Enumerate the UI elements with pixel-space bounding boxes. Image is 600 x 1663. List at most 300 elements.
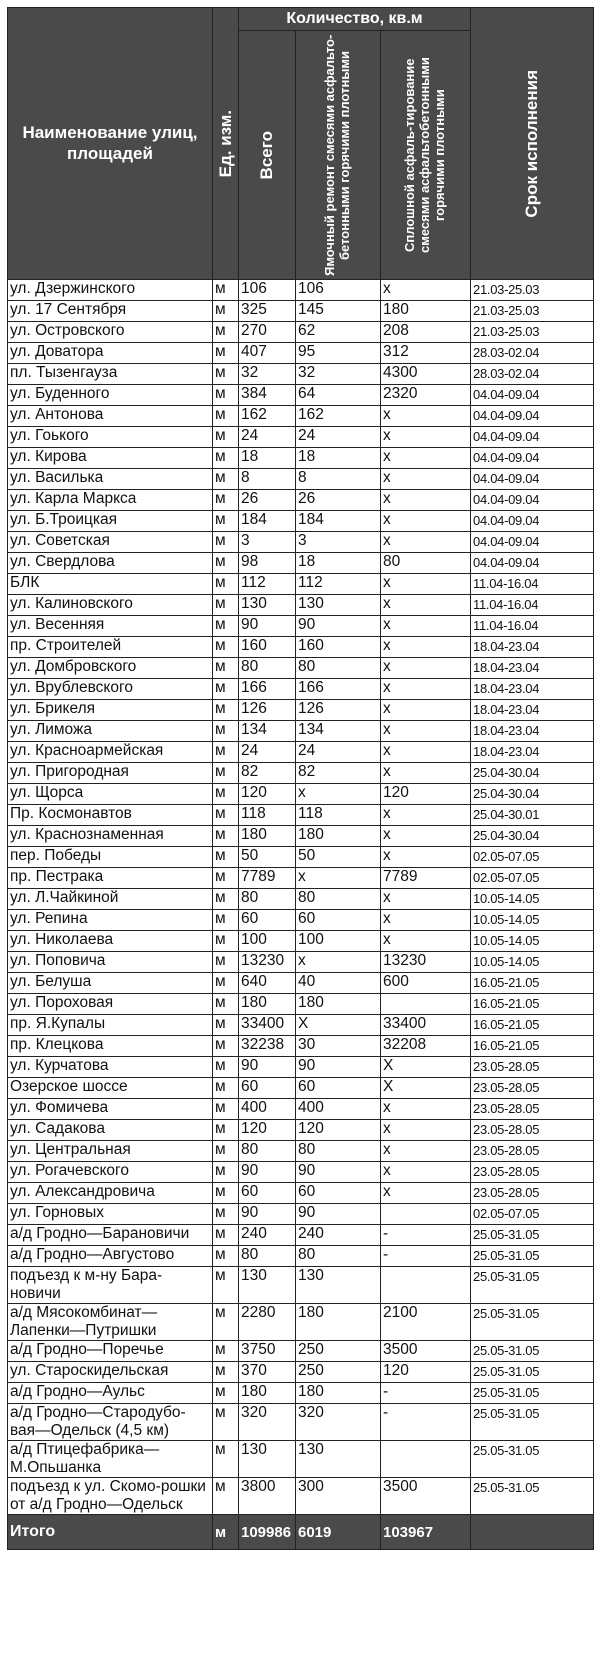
row-name: ул. 17 Сентября: [8, 301, 213, 322]
row-total: 98: [239, 553, 296, 574]
row-solid: x: [381, 679, 471, 700]
table-row: [8, 1404, 594, 1441]
row-term: 04.04-09.04: [471, 469, 594, 490]
row-name: ул. Л.Чайкиной: [8, 889, 213, 910]
row-name: ул. Горновых: [8, 1204, 213, 1225]
row-unit: м: [213, 1015, 239, 1036]
row-solid: 3500: [381, 1341, 471, 1362]
row-name: ул. Центральная: [8, 1141, 213, 1162]
row-total: 160: [239, 637, 296, 658]
row-unit: м: [213, 595, 239, 616]
row-solid: -: [381, 1383, 471, 1404]
table-row: [8, 973, 594, 994]
table-row: [8, 364, 594, 385]
row-term: 18.04-23.04: [471, 637, 594, 658]
row-name: ул. Красноармейская: [8, 742, 213, 763]
row-term: 25.05-31.05: [471, 1246, 594, 1267]
row-total: 24: [239, 427, 296, 448]
table-row: [8, 595, 594, 616]
row-name: ул. Александровича: [8, 1183, 213, 1204]
table-row: [8, 700, 594, 721]
table-row: [8, 574, 594, 595]
row-term: 25.05-31.05: [471, 1267, 594, 1304]
row-name: ул. Николаева: [8, 931, 213, 952]
row-term: 18.04-23.04: [471, 658, 594, 679]
row-name: ул. Весенняя: [8, 616, 213, 637]
row-term: 25.05-31.05: [471, 1304, 594, 1341]
total-row-solid: 103967: [381, 1515, 471, 1550]
deadline-header-label: Срок исполнения: [522, 69, 542, 218]
row-solid: 120: [381, 1362, 471, 1383]
row-unit: м: [213, 343, 239, 364]
row-term: 23.05-28.05: [471, 1057, 594, 1078]
row-term: 04.04-09.04: [471, 448, 594, 469]
table-row: [8, 952, 594, 973]
row-pothole: 80: [296, 1246, 381, 1267]
row-term: 25.05-31.05: [471, 1341, 594, 1362]
row-solid: -: [381, 1246, 471, 1267]
row-name: пр. Я.Купалы: [8, 1015, 213, 1036]
row-name: ул. Карла Маркса: [8, 490, 213, 511]
row-pothole: x: [296, 868, 381, 889]
row-solid: [381, 994, 471, 1015]
row-total: 130: [239, 595, 296, 616]
row-name: ул. Свердлова: [8, 553, 213, 574]
row-unit: м: [213, 658, 239, 679]
table-row: [8, 637, 594, 658]
row-pothole: 62: [296, 322, 381, 343]
row-term: 04.04-09.04: [471, 385, 594, 406]
row-unit: м: [213, 1036, 239, 1057]
row-name: пр. Клецкова: [8, 1036, 213, 1057]
row-pothole: 40: [296, 973, 381, 994]
row-unit: м: [213, 1141, 239, 1162]
row-name: ул. Садакова: [8, 1120, 213, 1141]
row-term: 11.04-16.04: [471, 616, 594, 637]
row-term: 28.03-02.04: [471, 364, 594, 385]
row-term: 23.05-28.05: [471, 1078, 594, 1099]
table-row: [8, 847, 594, 868]
row-term: 21.03-25.03: [471, 322, 594, 343]
total-header: [239, 31, 296, 280]
row-term: 25.05-31.05: [471, 1383, 594, 1404]
row-pothole: 18: [296, 448, 381, 469]
total-row-total: 109986: [239, 1515, 296, 1550]
row-name: ул. Пригородная: [8, 763, 213, 784]
row-total: 90: [239, 616, 296, 637]
row-total: 32238: [239, 1036, 296, 1057]
row-term: 25.05-31.05: [471, 1225, 594, 1246]
row-solid: [381, 1204, 471, 1225]
row-name: а/д Гродно—Поречье: [8, 1341, 213, 1362]
row-unit: м: [213, 1383, 239, 1404]
row-unit: м: [213, 1341, 239, 1362]
row-term: 10.05-14.05: [471, 910, 594, 931]
row-unit: м: [213, 1120, 239, 1141]
row-unit: м: [213, 1404, 239, 1441]
row-total: 180: [239, 826, 296, 847]
row-pothole: 90: [296, 616, 381, 637]
row-term: 11.04-16.04: [471, 574, 594, 595]
table-row: [8, 343, 594, 364]
solid-asphalt-header-label: Сплошной асфаль-тирование смесями асфальтобетонными горячими плотными: [402, 57, 447, 253]
table-row: [8, 1162, 594, 1183]
pothole-repair-header-label: Ямочный ремонт смесями асфальто-бетонными горячими плотными: [322, 34, 352, 276]
row-solid: x: [381, 637, 471, 658]
row-total: 80: [239, 889, 296, 910]
row-term: 16.05-21.05: [471, 994, 594, 1015]
row-term: 04.04-09.04: [471, 490, 594, 511]
row-pothole: 400: [296, 1099, 381, 1120]
row-name: ул. Б.Троицкая: [8, 511, 213, 532]
table-row: [8, 763, 594, 784]
street-name-header: Наименование улиц, площадей: [8, 8, 213, 280]
row-solid: x: [381, 910, 471, 931]
table-row: [8, 427, 594, 448]
row-name: ул. Врублевского: [8, 679, 213, 700]
table-row: [8, 1246, 594, 1267]
row-total: 384: [239, 385, 296, 406]
row-term: 23.05-28.05: [471, 1183, 594, 1204]
row-name: ул. Лиможа: [8, 721, 213, 742]
row-term: 04.04-09.04: [471, 553, 594, 574]
row-name: ул. Рогачевского: [8, 1162, 213, 1183]
row-total: 33400: [239, 1015, 296, 1036]
row-total: 90: [239, 1162, 296, 1183]
road-repair-table: [7, 7, 594, 1550]
total-row-pothole: 6019: [296, 1515, 381, 1550]
row-term: 10.05-14.05: [471, 952, 594, 973]
row-term: 25.05-31.05: [471, 1362, 594, 1383]
row-total: 82: [239, 763, 296, 784]
row-solid: 180: [381, 301, 471, 322]
table-row: [8, 1341, 594, 1362]
row-term: 25.04-30.01: [471, 805, 594, 826]
table-row: [8, 1036, 594, 1057]
row-total: 90: [239, 1057, 296, 1078]
table-row: [8, 511, 594, 532]
row-unit: м: [213, 721, 239, 742]
row-total: 370: [239, 1362, 296, 1383]
row-unit: м: [213, 448, 239, 469]
row-unit: м: [213, 1441, 239, 1478]
row-solid: x: [381, 448, 471, 469]
table-row: [8, 448, 594, 469]
table-row: [8, 532, 594, 553]
total-row-unit: м: [213, 1515, 239, 1550]
row-term: 23.05-28.05: [471, 1099, 594, 1120]
row-pothole: 106: [296, 280, 381, 301]
row-pothole: x: [296, 784, 381, 805]
row-pothole: 24: [296, 427, 381, 448]
row-name: БЛК: [8, 574, 213, 595]
row-unit: м: [213, 511, 239, 532]
row-name: Озерское шоссе: [8, 1078, 213, 1099]
table-row: [8, 1441, 594, 1478]
row-term: 25.04-30.04: [471, 826, 594, 847]
row-unit: м: [213, 889, 239, 910]
table-row: [8, 1362, 594, 1383]
row-solid: x: [381, 889, 471, 910]
row-unit: м: [213, 700, 239, 721]
row-solid: x: [381, 469, 471, 490]
row-term: 18.04-23.04: [471, 742, 594, 763]
row-pothole: 180: [296, 1383, 381, 1404]
row-total: 13230: [239, 952, 296, 973]
row-total: 32: [239, 364, 296, 385]
row-pothole: 90: [296, 1204, 381, 1225]
row-pothole: 95: [296, 343, 381, 364]
row-pothole: 60: [296, 1078, 381, 1099]
row-solid: x: [381, 1120, 471, 1141]
row-unit: м: [213, 1204, 239, 1225]
row-pothole: 250: [296, 1341, 381, 1362]
row-unit: м: [213, 553, 239, 574]
table-row: [8, 1204, 594, 1225]
table-row: [8, 1120, 594, 1141]
row-pothole: 82: [296, 763, 381, 784]
row-name: ул. Буденного: [8, 385, 213, 406]
row-total: 80: [239, 1141, 296, 1162]
table-row: [8, 1078, 594, 1099]
row-solid: x: [381, 406, 471, 427]
table-row: [8, 784, 594, 805]
row-solid: -: [381, 1225, 471, 1246]
row-solid: 33400: [381, 1015, 471, 1036]
row-term: 21.03-25.03: [471, 301, 594, 322]
row-term: 16.05-21.05: [471, 1015, 594, 1036]
row-name: а/д Гродно—Августово: [8, 1246, 213, 1267]
row-total: 134: [239, 721, 296, 742]
unit-header: [213, 8, 239, 280]
row-term: 02.05-07.05: [471, 868, 594, 889]
row-solid: x: [381, 658, 471, 679]
row-pothole: 184: [296, 511, 381, 532]
row-name: пр. Пестрака: [8, 868, 213, 889]
table-row: [8, 553, 594, 574]
row-solid: x: [381, 721, 471, 742]
row-total: 118: [239, 805, 296, 826]
table-row: [8, 1267, 594, 1304]
row-solid: x: [381, 1183, 471, 1204]
row-total: 2280: [239, 1304, 296, 1341]
row-name: Пр. Космонавтов: [8, 805, 213, 826]
row-unit: м: [213, 364, 239, 385]
row-solid: 312: [381, 343, 471, 364]
row-name: пр. Строителей: [8, 637, 213, 658]
row-pothole: 64: [296, 385, 381, 406]
row-solid: X: [381, 1078, 471, 1099]
row-solid: 120: [381, 784, 471, 805]
row-term: 04.04-09.04: [471, 406, 594, 427]
row-pothole: 80: [296, 1141, 381, 1162]
row-unit: м: [213, 1246, 239, 1267]
row-unit: м: [213, 1225, 239, 1246]
table-row: [8, 742, 594, 763]
row-total: 112: [239, 574, 296, 595]
row-term: 28.03-02.04: [471, 343, 594, 364]
table-row: [8, 679, 594, 700]
row-solid: [381, 1441, 471, 1478]
row-solid: 80: [381, 553, 471, 574]
row-name: ул. Василька: [8, 469, 213, 490]
table-row: [8, 1304, 594, 1341]
row-unit: м: [213, 637, 239, 658]
row-solid: x: [381, 847, 471, 868]
row-pothole: 130: [296, 595, 381, 616]
row-term: 25.04-30.04: [471, 784, 594, 805]
row-pothole: 24: [296, 742, 381, 763]
table-row: [8, 406, 594, 427]
table-row: [8, 1057, 594, 1078]
table-row: [8, 994, 594, 1015]
row-solid: x: [381, 490, 471, 511]
row-pothole: 80: [296, 889, 381, 910]
total-row-term: [471, 1515, 594, 1550]
row-name: а/д Гродно—Аульс: [8, 1383, 213, 1404]
row-unit: м: [213, 1478, 239, 1515]
row-name: ул. Белуша: [8, 973, 213, 994]
row-name: ул. Брикеля: [8, 700, 213, 721]
row-name: ул. Дзержинского: [8, 280, 213, 301]
table-row: [8, 469, 594, 490]
row-term: 21.03-25.03: [471, 280, 594, 301]
row-unit: м: [213, 1267, 239, 1304]
row-total: 106: [239, 280, 296, 301]
row-unit: м: [213, 973, 239, 994]
table-row: [8, 889, 594, 910]
row-name: ул. Курчатова: [8, 1057, 213, 1078]
row-solid: 2100: [381, 1304, 471, 1341]
row-unit: м: [213, 1099, 239, 1120]
row-term: 04.04-09.04: [471, 427, 594, 448]
row-unit: м: [213, 805, 239, 826]
row-solid: 4300: [381, 364, 471, 385]
row-solid: 208: [381, 322, 471, 343]
row-total: 7789: [239, 868, 296, 889]
row-pothole: 30: [296, 1036, 381, 1057]
row-unit: м: [213, 532, 239, 553]
row-pothole: 145: [296, 301, 381, 322]
row-solid: x: [381, 427, 471, 448]
row-solid: x: [381, 595, 471, 616]
table-row: [8, 280, 594, 301]
row-name: а/д Птицефабрика—М.Опьшанка: [8, 1441, 213, 1478]
row-name: ул. Краснознаменная: [8, 826, 213, 847]
table-row: [8, 301, 594, 322]
row-unit: м: [213, 931, 239, 952]
row-pothole: 100: [296, 931, 381, 952]
row-solid: x: [381, 826, 471, 847]
row-total: 60: [239, 910, 296, 931]
row-unit: м: [213, 406, 239, 427]
row-total: 120: [239, 1120, 296, 1141]
row-unit: м: [213, 322, 239, 343]
row-total: 325: [239, 301, 296, 322]
row-unit: м: [213, 616, 239, 637]
row-unit: м: [213, 1057, 239, 1078]
row-solid: x: [381, 616, 471, 637]
total-row: [8, 1515, 594, 1550]
row-solid: 2320: [381, 385, 471, 406]
row-total: 8: [239, 469, 296, 490]
row-total: 18: [239, 448, 296, 469]
row-total: 120: [239, 784, 296, 805]
row-pothole: 3: [296, 532, 381, 553]
row-pothole: 134: [296, 721, 381, 742]
row-total: 184: [239, 511, 296, 532]
row-total: 130: [239, 1441, 296, 1478]
row-name: ул. Староскидельская: [8, 1362, 213, 1383]
row-term: 16.05-21.05: [471, 973, 594, 994]
row-name: а/д Гродно—Стародубо-вая—Одельск (4,5 км): [8, 1404, 213, 1441]
row-unit: м: [213, 868, 239, 889]
row-name: подъезд к м-ну Бара-новичи: [8, 1267, 213, 1304]
total-header-label: Всего: [257, 130, 277, 180]
row-solid: 600: [381, 973, 471, 994]
row-pothole: 162: [296, 406, 381, 427]
row-unit: м: [213, 784, 239, 805]
row-solid: x: [381, 805, 471, 826]
row-unit: м: [213, 1162, 239, 1183]
row-pothole: 166: [296, 679, 381, 700]
row-name: ул. Фомичева: [8, 1099, 213, 1120]
row-term: 11.04-16.04: [471, 595, 594, 616]
row-term: 25.05-31.05: [471, 1441, 594, 1478]
table-row: [8, 910, 594, 931]
row-unit: м: [213, 469, 239, 490]
table-row: [8, 721, 594, 742]
row-pothole: 300: [296, 1478, 381, 1515]
row-solid: x: [381, 511, 471, 532]
row-solid: x: [381, 574, 471, 595]
row-name: ул. Щорса: [8, 784, 213, 805]
row-solid: 13230: [381, 952, 471, 973]
row-unit: м: [213, 763, 239, 784]
solid-asphalt-header: [381, 31, 471, 280]
row-pothole: 8: [296, 469, 381, 490]
row-term: 18.04-23.04: [471, 700, 594, 721]
row-pothole: 26: [296, 490, 381, 511]
repair-schedule-table: [7, 7, 594, 1550]
row-unit: м: [213, 1304, 239, 1341]
row-pothole: X: [296, 1015, 381, 1036]
pothole-repair-header: [296, 31, 381, 280]
row-term: 10.05-14.05: [471, 889, 594, 910]
row-name: а/д Гродно—Барановичи: [8, 1225, 213, 1246]
row-unit: м: [213, 280, 239, 301]
row-pothole: 60: [296, 1183, 381, 1204]
row-solid: X: [381, 1057, 471, 1078]
row-pothole: 250: [296, 1362, 381, 1383]
row-total: 60: [239, 1078, 296, 1099]
table-row: [8, 490, 594, 511]
table-row: [8, 805, 594, 826]
table-row: [8, 1478, 594, 1515]
row-solid: x: [381, 280, 471, 301]
row-unit: м: [213, 574, 239, 595]
row-term: 23.05-28.05: [471, 1141, 594, 1162]
row-pothole: x: [296, 952, 381, 973]
row-total: 3750: [239, 1341, 296, 1362]
row-unit: м: [213, 1362, 239, 1383]
row-pothole: 130: [296, 1267, 381, 1304]
table-row: [8, 1141, 594, 1162]
row-total: 166: [239, 679, 296, 700]
row-total: 270: [239, 322, 296, 343]
row-unit: м: [213, 1078, 239, 1099]
table-row: [8, 868, 594, 889]
